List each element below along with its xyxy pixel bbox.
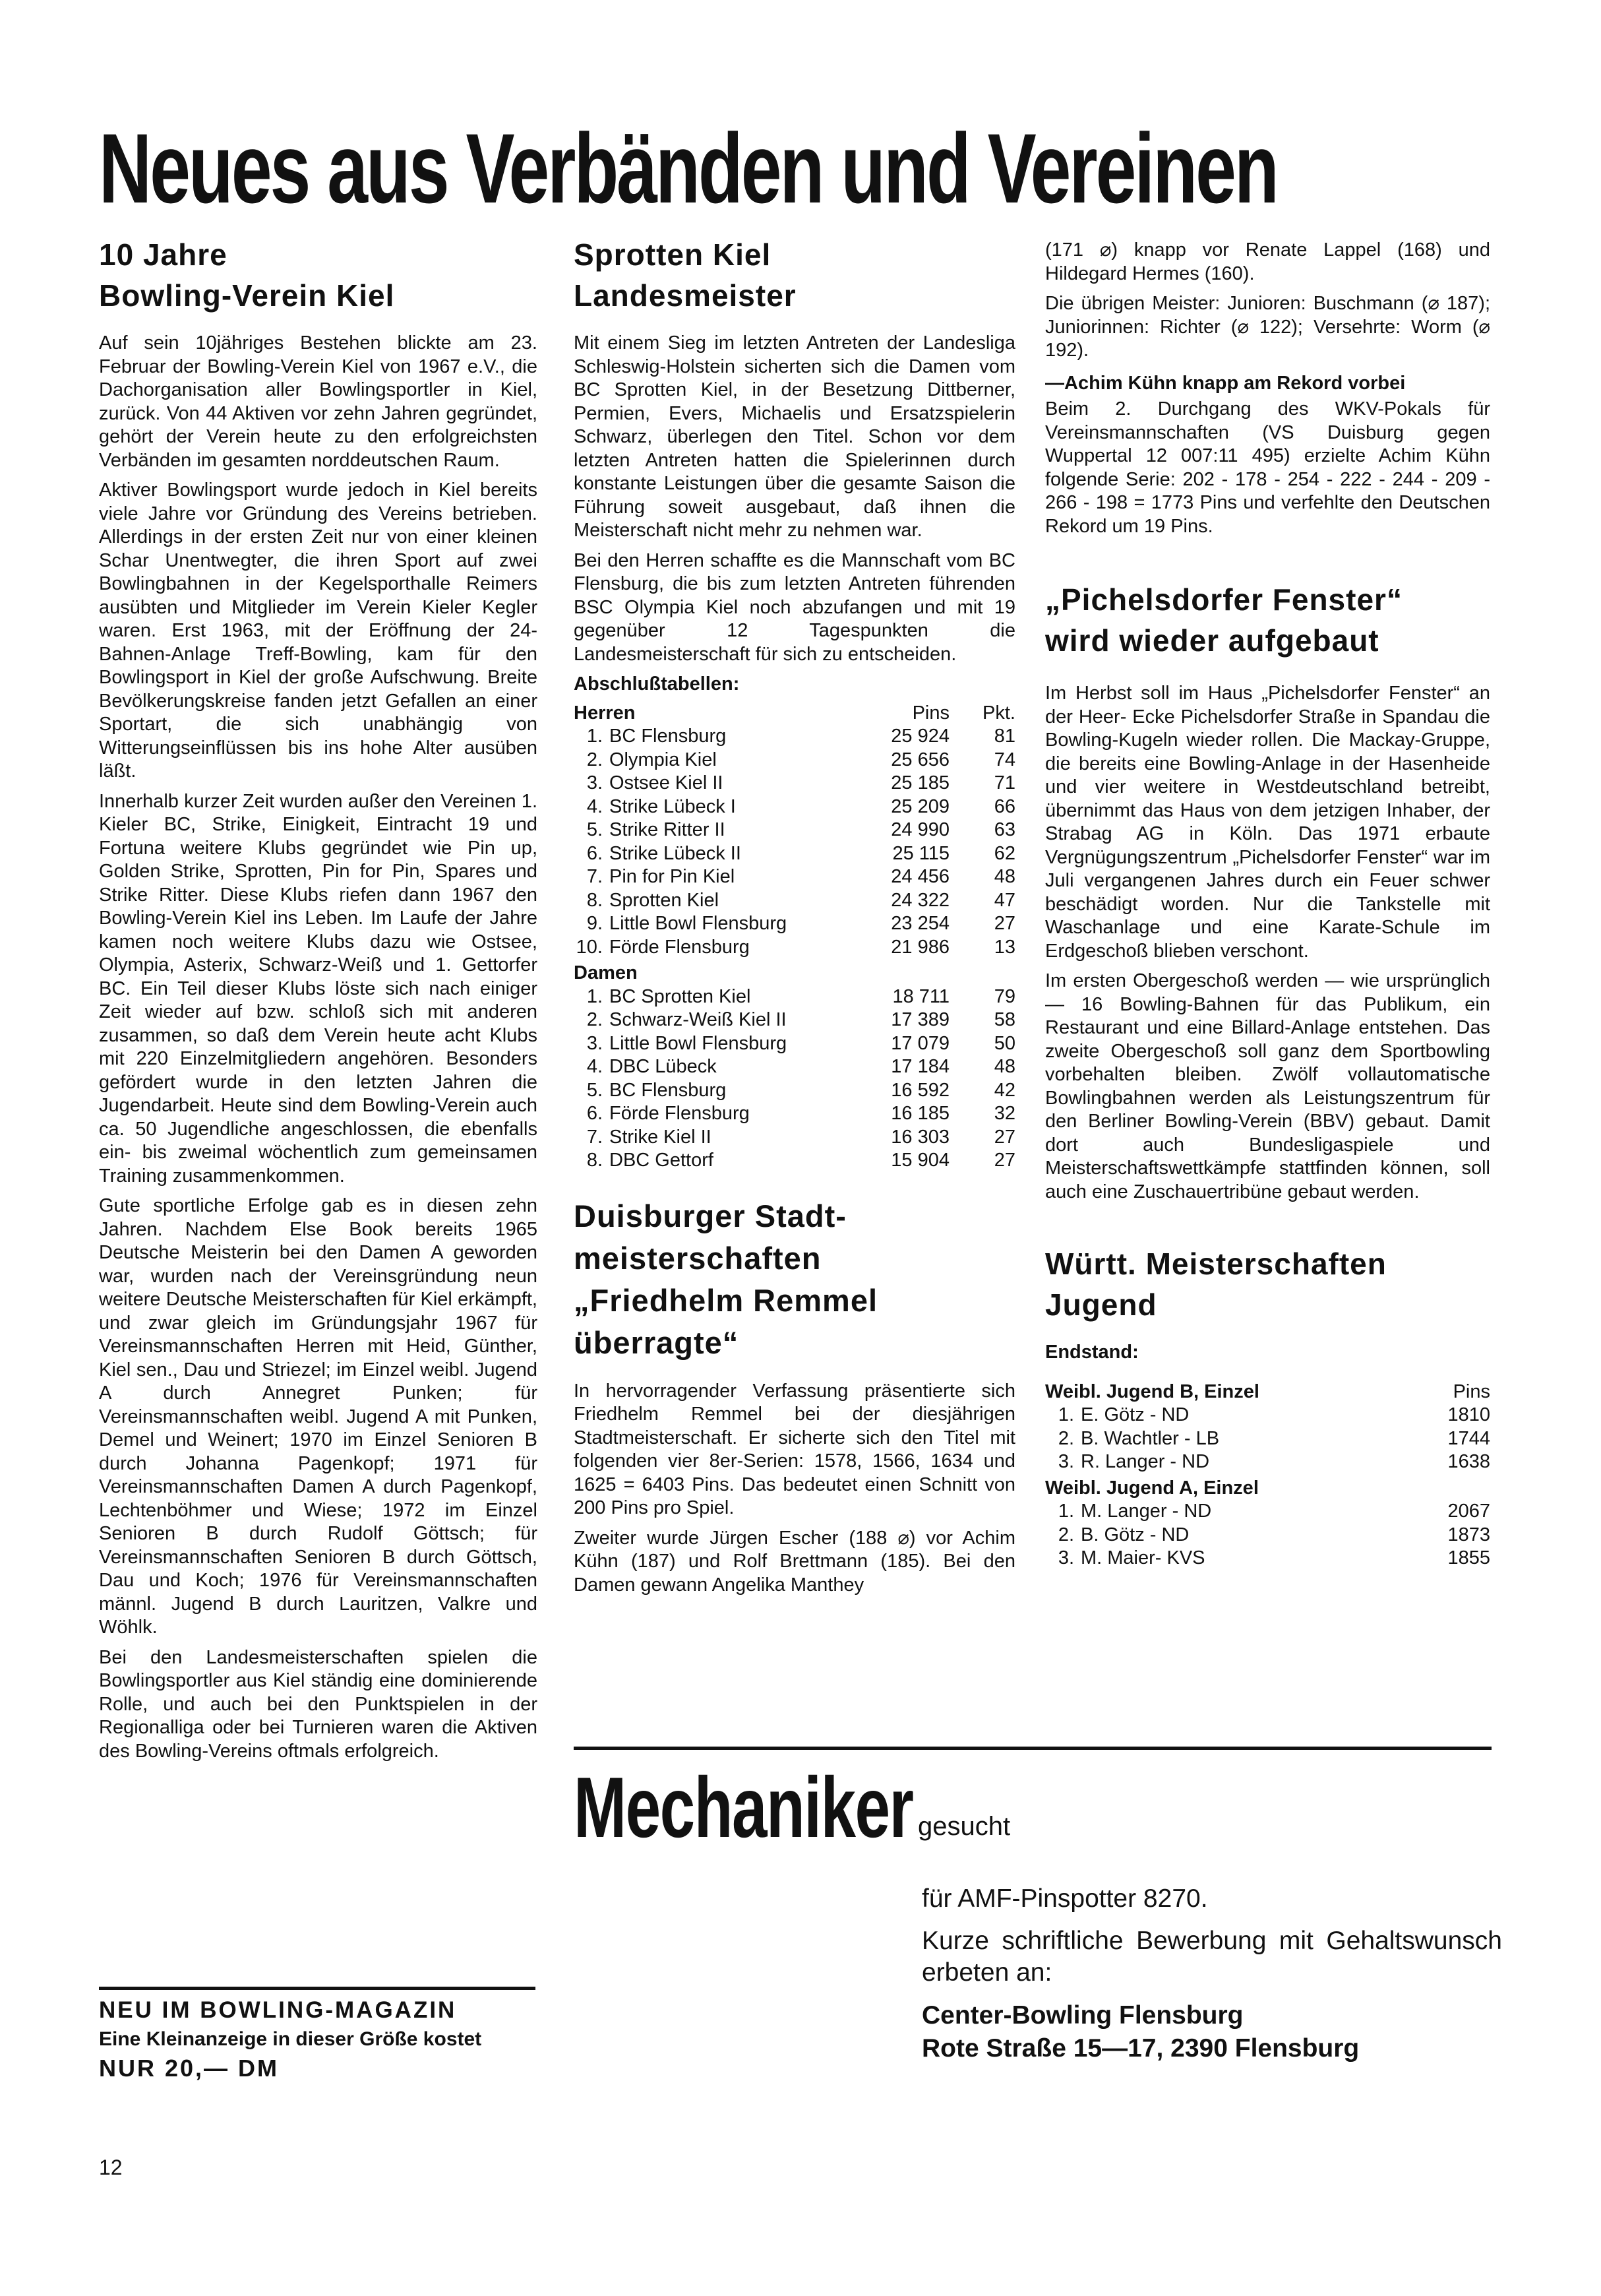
pins-cell: 25 209: [891, 795, 950, 817]
pins-cell: 1810: [1447, 1404, 1490, 1425]
paragraph: Bei den Herren schaffte es die Mannschaft vom BC Flensburg, die bis zum letzten Antreten führenden BSC Olympia Kiel noch abzufangen und mit 19 gegenüber 12 Tagespunkten die Landesmeisterschaft für sich zu entscheiden.: [574, 549, 1015, 665]
pins-cell: 25 924: [891, 726, 950, 747]
job-ad-headline: Mechaniker: [574, 1759, 913, 1855]
rank-cell: 7.: [586, 866, 603, 887]
pins-cell: 25 656: [891, 749, 950, 770]
pins-cell: 17 079: [891, 1032, 950, 1054]
table-row: [1045, 1427, 1490, 1451]
table-row: [1045, 1547, 1490, 1570]
table-row: [574, 912, 1015, 936]
rank-cell: 1.: [586, 726, 603, 747]
pins-cell: 15 904: [891, 1150, 950, 1171]
table-group-row: Weibl. Jugend A, Einzel: [1045, 1477, 1259, 1499]
rank-cell: 6.: [586, 1103, 603, 1124]
player-cell: R. Langer - ND: [1081, 1451, 1210, 1472]
column-right: [1045, 239, 1490, 1570]
promo-box: [99, 1987, 535, 2084]
article-duisburg-continued: [1045, 239, 1490, 538]
rank-cell: 10.: [576, 936, 603, 958]
tables-heading: Abschlußtabellen:: [574, 673, 740, 695]
paragraph: Die übrigen Meister: Junioren: Buschmann (⌀ 187); Juniorinnen: Richter (⌀ 122); Versehrte: Worm (⌀ 192).: [1045, 293, 1490, 361]
pins-cell: 24 990: [891, 819, 950, 840]
player-cell: B. Götz - ND: [1081, 1524, 1190, 1545]
rank-cell: 2.: [1058, 1524, 1074, 1545]
table-row: [574, 985, 1015, 1009]
rank-cell: 5.: [586, 1079, 603, 1101]
article-title: Württ. Meisterschaften Jugend: [1045, 1247, 1387, 1322]
table-row: [574, 819, 1015, 842]
paragraph: Bei den Landesmeisterschaften spielen die Bowlingsportler aus Kiel ständig eine dominierende Rolle, und auch bei den Punktspielen in der Regionalliga oder bei Turnieren waren die Aktiven des Bowling-Vereins oftmals erfolgreich.: [99, 1646, 537, 1762]
table-header-row: Weibl. Jugend B, Einzel Pins: [1045, 1381, 1490, 1402]
promo-line-1: NEU IM BOWLING-MAGAZIN: [99, 1997, 457, 2023]
article-duisburg: [574, 1195, 1015, 1598]
article-pichelsdorfer-fenster: [1045, 579, 1490, 1204]
team-cell: Förde Flensburg: [609, 1103, 750, 1124]
points-cell: 58: [994, 1009, 1015, 1030]
pins-cell: 16 303: [891, 1126, 950, 1148]
rank-cell: 3.: [586, 1032, 603, 1054]
table-row: [574, 772, 1015, 795]
team-cell: DBC Lübeck: [609, 1056, 717, 1077]
rank-cell: 1.: [1058, 1404, 1074, 1425]
table-row: [574, 865, 1015, 889]
team-cell: Förde Flensburg: [609, 936, 750, 958]
article-title: 10 Jahre Bowling-Verein Kiel: [99, 237, 395, 313]
points-cell: 27: [994, 913, 1015, 934]
player-cell: B. Wachtler - LB: [1081, 1427, 1220, 1449]
pins-cell: 25 115: [892, 842, 950, 864]
team-cell: Sprotten Kiel: [609, 889, 719, 911]
points-cell: 42: [994, 1079, 1015, 1101]
table-row: [574, 1079, 1015, 1103]
paragraph: Im Herbst soll im Haus „Pichelsdorfer Fenster“ an der Heer- Ecke Pichelsdorfer Straße in Spandau die Bowling-Kugeln wieder rollen. Die Mackay-Gruppe, die bereits eine Bowling-Anlage in der Hasenheide und vier weitere in Westdeutschland betreibt, übernimmt das Haus von dem jetzigen Inhaber, der Strabag AG in Köln. Das 1971 erbaute Vergnügungszentrum „Pichelsdorfer Fenster“ war im Juli vergangenen Jahres durch ein Feuer schwer beschädigt worden. Nur die Tankstelle mit Waschanlage und eine Karate-Schule im Erdgeschoß blieben verschont.: [1045, 683, 1490, 962]
team-cell: Ostsee Kiel II: [609, 772, 723, 793]
team-cell: BC Sprotten Kiel: [609, 985, 751, 1007]
rank-cell: 5.: [586, 819, 603, 840]
team-cell: Strike Lübeck I: [609, 795, 736, 817]
points-cell: 27: [994, 1150, 1015, 1171]
rank-cell: 2.: [586, 749, 603, 770]
pins-cell: 1638: [1447, 1451, 1490, 1472]
rank-cell: 8.: [586, 889, 603, 911]
pins-cell: 23 254: [891, 913, 950, 934]
article-title: Duisburger Stadt- meisterschaften „Friedhelm Remmel überragte“: [574, 1198, 878, 1360]
points-cell: 81: [994, 726, 1015, 747]
pins-cell: 16 185: [891, 1103, 950, 1124]
rank-cell: 3.: [1058, 1451, 1074, 1472]
points-cell: 27: [994, 1126, 1015, 1148]
points-cell: 79: [994, 985, 1015, 1007]
rank-cell: 2.: [586, 1009, 603, 1030]
team-cell: Little Bowl Flensburg: [609, 1032, 787, 1054]
paragraph: (171 ⌀) knapp vor Renate Lappel (168) und Hildegard Hermes (160).: [1045, 239, 1490, 284]
page-headline: Neues aus Verbänden und Vereinen: [99, 113, 1277, 224]
article-title: „Pichelsdorfer Fenster“ wird wieder aufgebaut: [1045, 582, 1403, 658]
table-row: [1045, 1524, 1490, 1547]
team-cell: Strike Ritter II: [609, 819, 725, 840]
column-middle: [574, 234, 1015, 1603]
pins-cell: 24 322: [891, 889, 950, 911]
ad-divider: [574, 1747, 1492, 1750]
paragraph: Mit einem Sieg im letzten Antreten der Landesliga Schleswig-Holstein sicherten sich die Damen vom BC Sprotten Kiel, in der Besetzung Dittberner, Permien, Evers, Michaelis und Ersatzspielerin Schwarz, überlegen den Titel. Schon vor dem letzten Antreten hatten die Spielerinnen durch konstante Leistungen über die gesamte Saison die Führung soweit ausgebaut, daß ihnen die Meisterschaft nicht mehr zu nehmen war.: [574, 332, 1015, 541]
paragraph: In hervorragender Verfassung präsentierte sich Friedhelm Remmel bei der diesjährigen Stadtmeisterschaft. Er sicherte sich den Titel mit folgenden vier 8er-Serien: 1578, 1566, 1634 und 1625 = 6403 Pins. Das bedeutet einen Schnitt von 200 Pins pro Spiel.: [574, 1380, 1015, 1518]
points-cell: 47: [994, 889, 1015, 911]
player-cell: E. Götz - ND: [1081, 1404, 1190, 1425]
pins-cell: 24 456: [891, 866, 950, 887]
points-cell: 50: [994, 1032, 1015, 1054]
points-cell: 32: [994, 1103, 1015, 1124]
team-cell: Strike Kiel II: [609, 1126, 711, 1148]
table-row: [574, 1149, 1015, 1173]
team-cell: Schwarz-Weiß Kiel II: [609, 1009, 787, 1030]
table-row: [574, 936, 1015, 960]
results-table: [574, 699, 1015, 1173]
paragraph: Auf sein 10jähriges Bestehen blickte am 23. Februar der Bowling-Verein Kiel von 1967 e.V., die Dachorganisation aller Bowlingsportler in Kiel, zurück. Von 44 Aktiven vor zehn Jahren gegründet, gehört der Verein heute zu den erfolgreichsten Verbänden im gesamten norddeutschen Raum.: [99, 332, 537, 471]
article-sprotten-kiel: [574, 234, 1015, 1173]
table-row: [574, 1032, 1015, 1056]
table-row: [574, 725, 1015, 749]
rank-cell: 2.: [1058, 1427, 1074, 1449]
points-cell: 74: [994, 749, 1015, 770]
rank-cell: 3.: [586, 772, 603, 793]
team-cell: DBC Gettorf: [609, 1150, 713, 1171]
promo-line-2: Eine Kleinanzeige in dieser Größe kostet: [99, 2028, 482, 2050]
player-cell: M. Langer - ND: [1081, 1501, 1212, 1522]
table-row: [1045, 1500, 1490, 1524]
rank-cell: 9.: [586, 913, 603, 934]
paragraph: Zweiter wurde Jürgen Escher (188 ⌀) vor Achim Kühn (187) und Rolf Brettmann (185). Bei den Damen gewann Angelika Manthey: [574, 1527, 1015, 1596]
job-ad-line: Kurze schriftliche Bewerbung mit Gehaltswunsch erbeten an:: [922, 1927, 1502, 1987]
pins-cell: 17 184: [891, 1056, 950, 1077]
rank-cell: 6.: [586, 842, 603, 864]
job-ad-address: Rote Straße 15—17, 2390 Flensburg: [922, 2034, 1360, 2063]
points-cell: 48: [994, 1056, 1015, 1077]
table-row: [574, 1126, 1015, 1150]
pins-cell: 1873: [1447, 1524, 1490, 1545]
pins-cell: 25 185: [891, 772, 950, 793]
paragraph: Innerhalb kurzer Zeit wurden außer den Vereinen 1. Kieler BC, Strike, Einigkeit, Eintracht 19 und Fortuna weitere Klubs gegründet wie Pin up, Golden Strike, Sprotten, Pin for Pin, Spares und Strike Ritter. Diese Klubs riefen dann 1967 den Bowling-Verein Kiel ins Leben. Im Laufe der Jahre kamen noch weitere Klubs dazu wie Ostsee, Olympia, Asterix, Schwarz-Weiß und 1. Gettorfer BC. Ein Teil dieser Klubs löste sich nach einiger Zeit wieder auf bzw. schloß sich mit anderen zusammen, so daß dem Verein heute acht Klubs mit 220 Einzelmitgliedern angehören. Besonders gefördert wurde in den letzten Jahren die Jugendarbeit. Heute sind dem Bowling-Verein auch ca. 50 Jugendliche angeschlossen, die ebenfalls ein- bis zweimal wöchentlich zum gemeinsamen Training zusammenkommen.: [99, 790, 537, 1187]
pins-cell: 16 592: [891, 1079, 950, 1101]
rank-cell: 3.: [1058, 1547, 1074, 1568]
table-row: [1045, 1450, 1490, 1474]
article-wuerttemberg: [1045, 1243, 1490, 1570]
job-ad-suffix: gesucht: [918, 1812, 1011, 1841]
pins-cell: 2067: [1447, 1501, 1490, 1522]
table-row: [574, 842, 1015, 866]
player-cell: M. Maier- KVS: [1081, 1547, 1205, 1568]
team-cell: Olympia Kiel: [609, 749, 717, 770]
job-ad-company: Center-Bowling Flensburg: [922, 2001, 1244, 2030]
points-cell: 63: [994, 819, 1015, 840]
paragraph: Beim 2. Durchgang des WKV-Pokals für Vereinsmannschaften (VS Duisburg gegen Wuppertal 12 007:11 495) erzielte Achim Kühn folgende Serie: 202 - 178 - 254 - 222 - 244 - 209 - 266 - 198 = 1773 Pins und verfehlte den Deutschen Rekord um 19 Pins.: [1045, 398, 1490, 537]
rank-cell: 4.: [586, 1056, 603, 1077]
table-row: [574, 1008, 1015, 1032]
paragraph: Gute sportliche Erfolge gab es in diesen zehn Jahren. Nachdem Else Book bereits 1965 Deutsche Meisterin bei den Damen A geworden war, wurden nach der Vereinsgründung neun weitere Deutsche Meisterschaften für Kiel erkämpft, und zwar gleich im Gründungsjahr 1967 für Vereinsmannschaften Herren mit Heid, Günther, Kiel sen., Dau und Striezel; im Einzel weibl. Jugend A durch Annegret Punken; für Vereinsmannschaften weibl. Jugend A mit Punken, Demel und Weinert; 1970 im Einzel Senioren B durch Johanna Pagenkopf; 1971 für Vereinsmannschaften Damen A durch Pagenkopf, Lechtenböhmer und Wiese; 1972 im Einzel Senioren B durch Rudolf Göttsch; für Vereinsmannschaften Senioren B durch Göttsch, Dau und Koch; 1976 für Vereinsmannschaften männl. Jugend B durch Lauritzen, Valkre und Wöhlk.: [99, 1195, 537, 1638]
pins-cell: 18 711: [892, 985, 950, 1007]
article-title: Sprotten Kiel Landesmeister: [574, 237, 797, 313]
page-number: 12: [99, 2156, 123, 2179]
team-cell: BC Flensburg: [609, 1079, 727, 1101]
sub-heading: —Achim Kühn knapp am Rekord vorbei: [1045, 372, 1406, 394]
results-table: [1045, 1378, 1490, 1570]
points-cell: 62: [994, 842, 1015, 864]
column-left: [99, 234, 537, 1770]
pins-cell: 17 389: [891, 1009, 950, 1030]
table-row: [1045, 1404, 1490, 1427]
points-cell: 48: [994, 866, 1015, 887]
team-cell: Little Bowl Flensburg: [609, 913, 787, 934]
rank-cell: 7.: [586, 1126, 603, 1148]
team-cell: BC Flensburg: [609, 726, 727, 747]
table-header-row: Herren Pins Pkt.: [574, 702, 1015, 724]
promo-line-3: NUR 20,— DM: [99, 2055, 280, 2082]
team-cell: Pin for Pin Kiel: [609, 866, 735, 887]
table-row: [574, 795, 1015, 819]
pins-cell: 1855: [1447, 1547, 1490, 1568]
job-ad-line: für AMF-Pinspotter 8270.: [922, 1884, 1208, 1913]
table-row: [574, 749, 1015, 772]
rank-cell: 1.: [586, 985, 603, 1007]
job-ad-title: [574, 1758, 1032, 1857]
team-cell: Strike Lübeck II: [609, 842, 741, 864]
points-cell: 71: [994, 772, 1015, 793]
table-group-row: Damen: [574, 962, 638, 983]
points-cell: 13: [994, 936, 1015, 958]
table-row: [574, 889, 1015, 913]
job-ad-body: [922, 1883, 1502, 2065]
paragraph: Im ersten Obergeschoß werden — wie ursprünglich — 16 Bowling-Bahnen für das Publikum, ein Restaurant und eine Billard-Anlage entstehen. Das zweite Obergeschoß soll ganz dem Sportbowling vorbehalten bleiben. Zwölf vollautomatische Bowlingbahnen werden als Leistungszentrum für den Berliner Bowling-Verein (BBV) gebaut. Damit dort auch Bundesligaspiele und Meisterschaftswettkämpfe stattfinden können, soll auch eine Zuschauertribüne gebaut werden.: [1045, 970, 1490, 1202]
rank-cell: 4.: [586, 795, 603, 817]
paragraph: Aktiver Bowlingsport wurde jedoch in Kiel bereits viele Jahre vor Gründung des Vereins betrieben. Allerdings in der ersten Zeit nur von einer kleinen Schar Unentwegter, die ihren Sport auf zwei Bowlingbahnen in der Kegelsporthalle Reimers ausübten und Mitglieder im Verein Kieler Kegler waren. Erst 1963, mit der Eröffnung der 24-Bahnen-Anlage Treff-Bowling, kam für den Bowlingsport in Kiel der große Aufschwung. Breite Bevölkerungskreise fanden jetzt Gefallen an einer Sportart, die sich unabhängig von Witterungseinflüssen bis ins hohe Alter ausüben läßt.: [99, 480, 537, 782]
rank-cell: 1.: [1058, 1501, 1074, 1522]
points-cell: 66: [994, 795, 1015, 817]
table-row: [574, 1055, 1015, 1079]
rank-cell: 8.: [586, 1150, 603, 1171]
promo-rule: [99, 1987, 535, 1990]
table-row: [574, 1102, 1015, 1126]
endstand-label: Endstand:: [1045, 1342, 1139, 1363]
pins-cell: 1744: [1447, 1427, 1490, 1449]
article-bowling-verein-kiel: [99, 234, 537, 1763]
pins-cell: 21 986: [891, 936, 950, 958]
